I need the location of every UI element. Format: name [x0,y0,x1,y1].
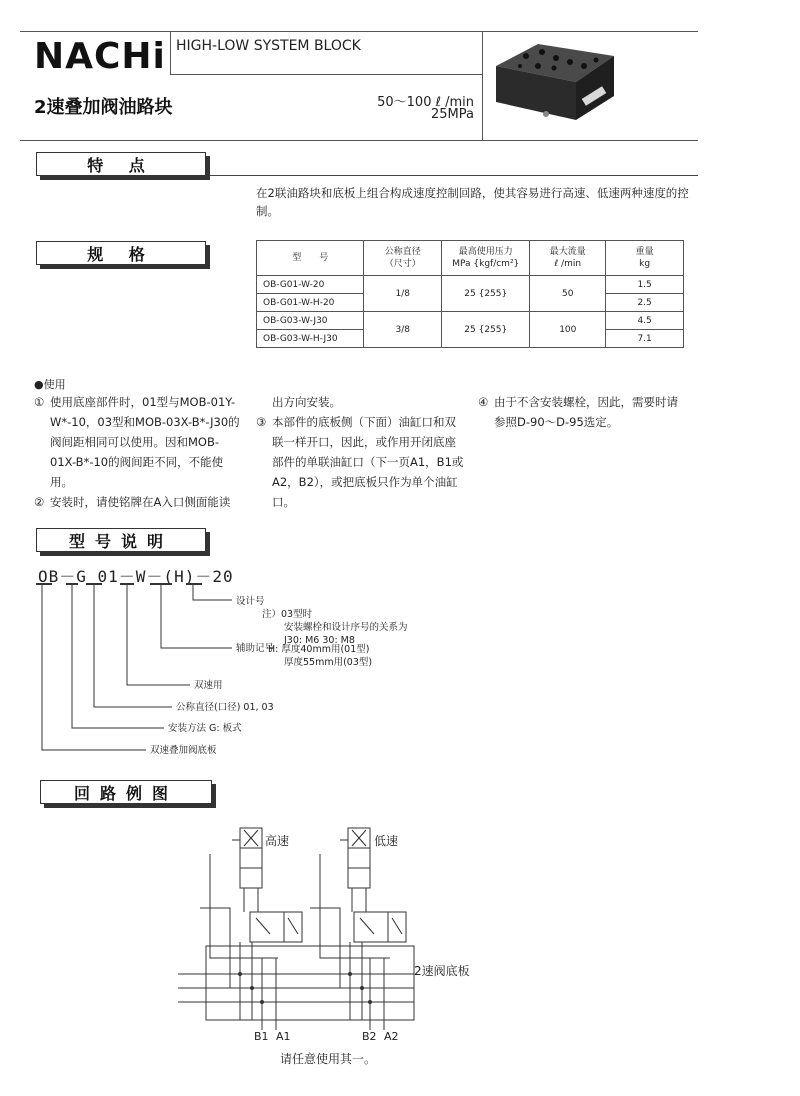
diameter-cell: 1/8 [364,276,442,312]
usage-note [256,412,464,512]
usage-note [478,392,688,432]
note-number: ② [34,495,45,509]
section-rule [210,175,698,176]
port-label: A1 [276,1030,291,1043]
column-header: 公称直径 （尺寸） [364,241,442,276]
header-divider [170,74,482,75]
flow-cell: 50 [530,276,606,312]
flow-cell: 100 [530,312,606,348]
label-note-3: J30: M6 30: M8 [284,635,355,646]
label-high-speed: 高速 [265,834,290,848]
port-label: B1 [254,1030,269,1043]
weight-cell: 1.5 [606,276,684,294]
header-divider [170,31,171,75]
usage-note [34,492,240,512]
column-header: 型 号 [257,241,364,276]
circuit-diagram [170,818,430,1048]
weight-cell: 7.1 [606,330,684,348]
note-text: 出方向安装。 [272,395,341,409]
header-divider [482,31,483,141]
section-circuit: 回路例图 [40,780,212,804]
label-note-1: 注）03型时 [262,609,313,620]
label-aux-2: 厚度55mm用(03型) [284,657,373,668]
model-cell: OB-G03-W-J30 [257,312,364,330]
usage-note [34,392,240,492]
label-aux: 辅助记号 [236,643,275,654]
label-base: 双速叠加阀底板 [150,745,217,756]
nachi-logo: NACHi [34,36,166,77]
section-specs: 规 格 [36,241,206,265]
section-model: 型号说明 [36,528,206,552]
label-aux-1: H: 厚度40mm用(01型) [268,644,370,655]
port-label: A2 [384,1030,399,1043]
usage-note-continued [256,392,464,412]
flow-rating: 50～100 ℓ /min [377,95,474,110]
note-number: ③ [256,415,267,429]
weight-cell: 4.5 [606,312,684,330]
product-image [486,34,696,138]
product-title: 2速叠加阀油路块 [34,97,173,118]
header-bottom-rule [20,140,698,141]
header-top-rule [20,31,698,32]
column-header: 最高使用压力 MPa {kgf/cm²} [442,241,530,276]
column-header: 最大流量 ℓ /min [530,241,606,276]
features-description: 在2联油路块和底板上组合构成速度控制回路，使其容易进行高速、低速两种速度的控制。 [256,186,689,218]
note-text: 由于不含安装螺栓，因此，需要时请参照D-90～D-95选定。 [494,395,678,429]
weight-cell: 2.5 [606,294,684,312]
note-number: ④ [478,395,489,409]
label-mount: 安装方法 G: 板式 [168,723,242,734]
pressure-cell: 25 {255} [442,312,530,348]
model-cell: OB-G01-W-H-20 [257,294,364,312]
note-text: 安装时，请使铭牌在A入口侧面能读 [50,495,231,509]
notes-column-3 [478,392,688,432]
note-number: ① [34,395,45,409]
label-dual-speed: 双速用 [194,680,223,691]
notes-column-2 [256,392,464,512]
pressure-rating: 25MPa [431,107,474,122]
label-low-speed: 低速 [374,834,399,848]
label-note-2: 安装螺栓和设计序号的关系为 [284,622,408,633]
model-cell: OB-G01-W-20 [257,276,364,294]
spec-table [256,240,684,348]
usage-title: ●使用 [34,378,66,391]
port-label: B2 [362,1030,377,1043]
notes-column-1 [34,392,240,512]
note-text: 使用底座部件时，01型与MOB-01Y-W*-10，03型和MOB-03X-B*-J30的阀间距相同可以使用。因和MOB-01X-B*-10的阀间距不同，不能使用。 [50,395,240,489]
table-row [257,276,684,294]
model-cell: OB-G03-W-H-J30 [257,330,364,348]
circuit-note: 请任意使用其一。 [280,1052,377,1066]
note-text: 本部件的底板侧（下面）油缸口和双联一样开口，因此，或作用开闭底座部件的单联油缸口（下一页A1，B1或A2，B2），或把底板只作为单个油缸口。 [272,415,464,509]
model-code-leader-lines [0,580,320,760]
table-row [257,312,684,330]
model-code: OB－G 01－W－(H)－20 [38,567,234,586]
diameter-cell: 3/8 [364,312,442,348]
section-features: 特 点 [36,152,206,176]
label-plate: 2速阀底板 [414,964,470,978]
pressure-cell: 25 {255} [442,276,530,312]
english-title: HIGH-LOW SYSTEM BLOCK [176,38,361,54]
column-header: 重量 kg [606,241,684,276]
label-nominal: 公称直径(口径) 01, 03 [176,702,274,713]
label-design-no: 设计号 [236,596,265,607]
